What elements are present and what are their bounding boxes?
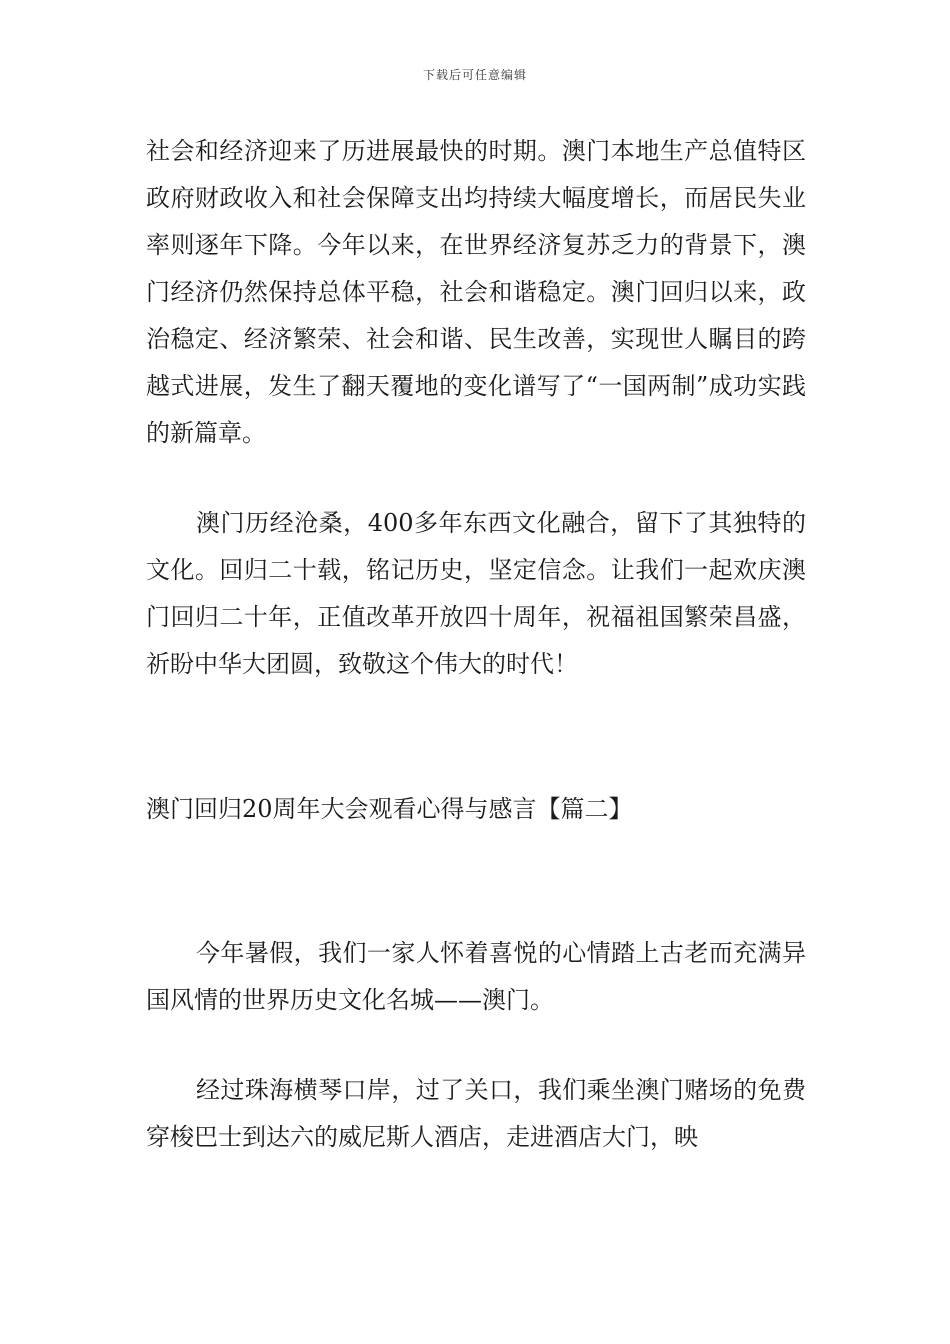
paragraph-hengqin-port: 经过珠海横琴口岸，过了关口，我们乘坐澳门赌场的免费穿梭巴士到达六的威尼斯人酒店，走进酒店大门，映 <box>146 1076 806 1151</box>
paragraph-summer-trip: 今年暑假，我们一家人怀着喜悦的心情踏上古老而充满异国风情的世界历史文化名城——澳门。 <box>146 939 806 1014</box>
page-header: 下载后可任意编辑 <box>422 68 527 82</box>
paragraph-intro: 社会和经济迎来了历进展最快的时期。澳门本地生产总值特区政府财政收入和社会保障支出均持续大幅度增长，而居民失业率则逐年下降。今年以来，在世界经济复苏乏力的背景下，澳门经济仍然保持总体平稳，社会和谐稳定。澳门回归以来，政治稳定、经济繁荣、社会和谐、民生改善，实现世人瞩目的跨越式进展，发生了翻天覆地的变化谱写了“一国两制”成功实践的新篇章。 <box>146 137 806 447</box>
document-body <box>146 128 806 1161</box>
section-title: 澳门回归20周年大会观看心得与感言【篇二】 <box>146 795 633 823</box>
paragraph-culture: 澳门历经沧桑，400多年东西文化融合，留下了其独特的文化。回归二十载，铭记历史，坚定信念。让我们一起欢庆澳门回归二十年，正值改革开放四十周年，祝福祖国繁荣昌盛，祈盼中华大团圆，致敬这个伟大的时代！ <box>146 509 806 678</box>
